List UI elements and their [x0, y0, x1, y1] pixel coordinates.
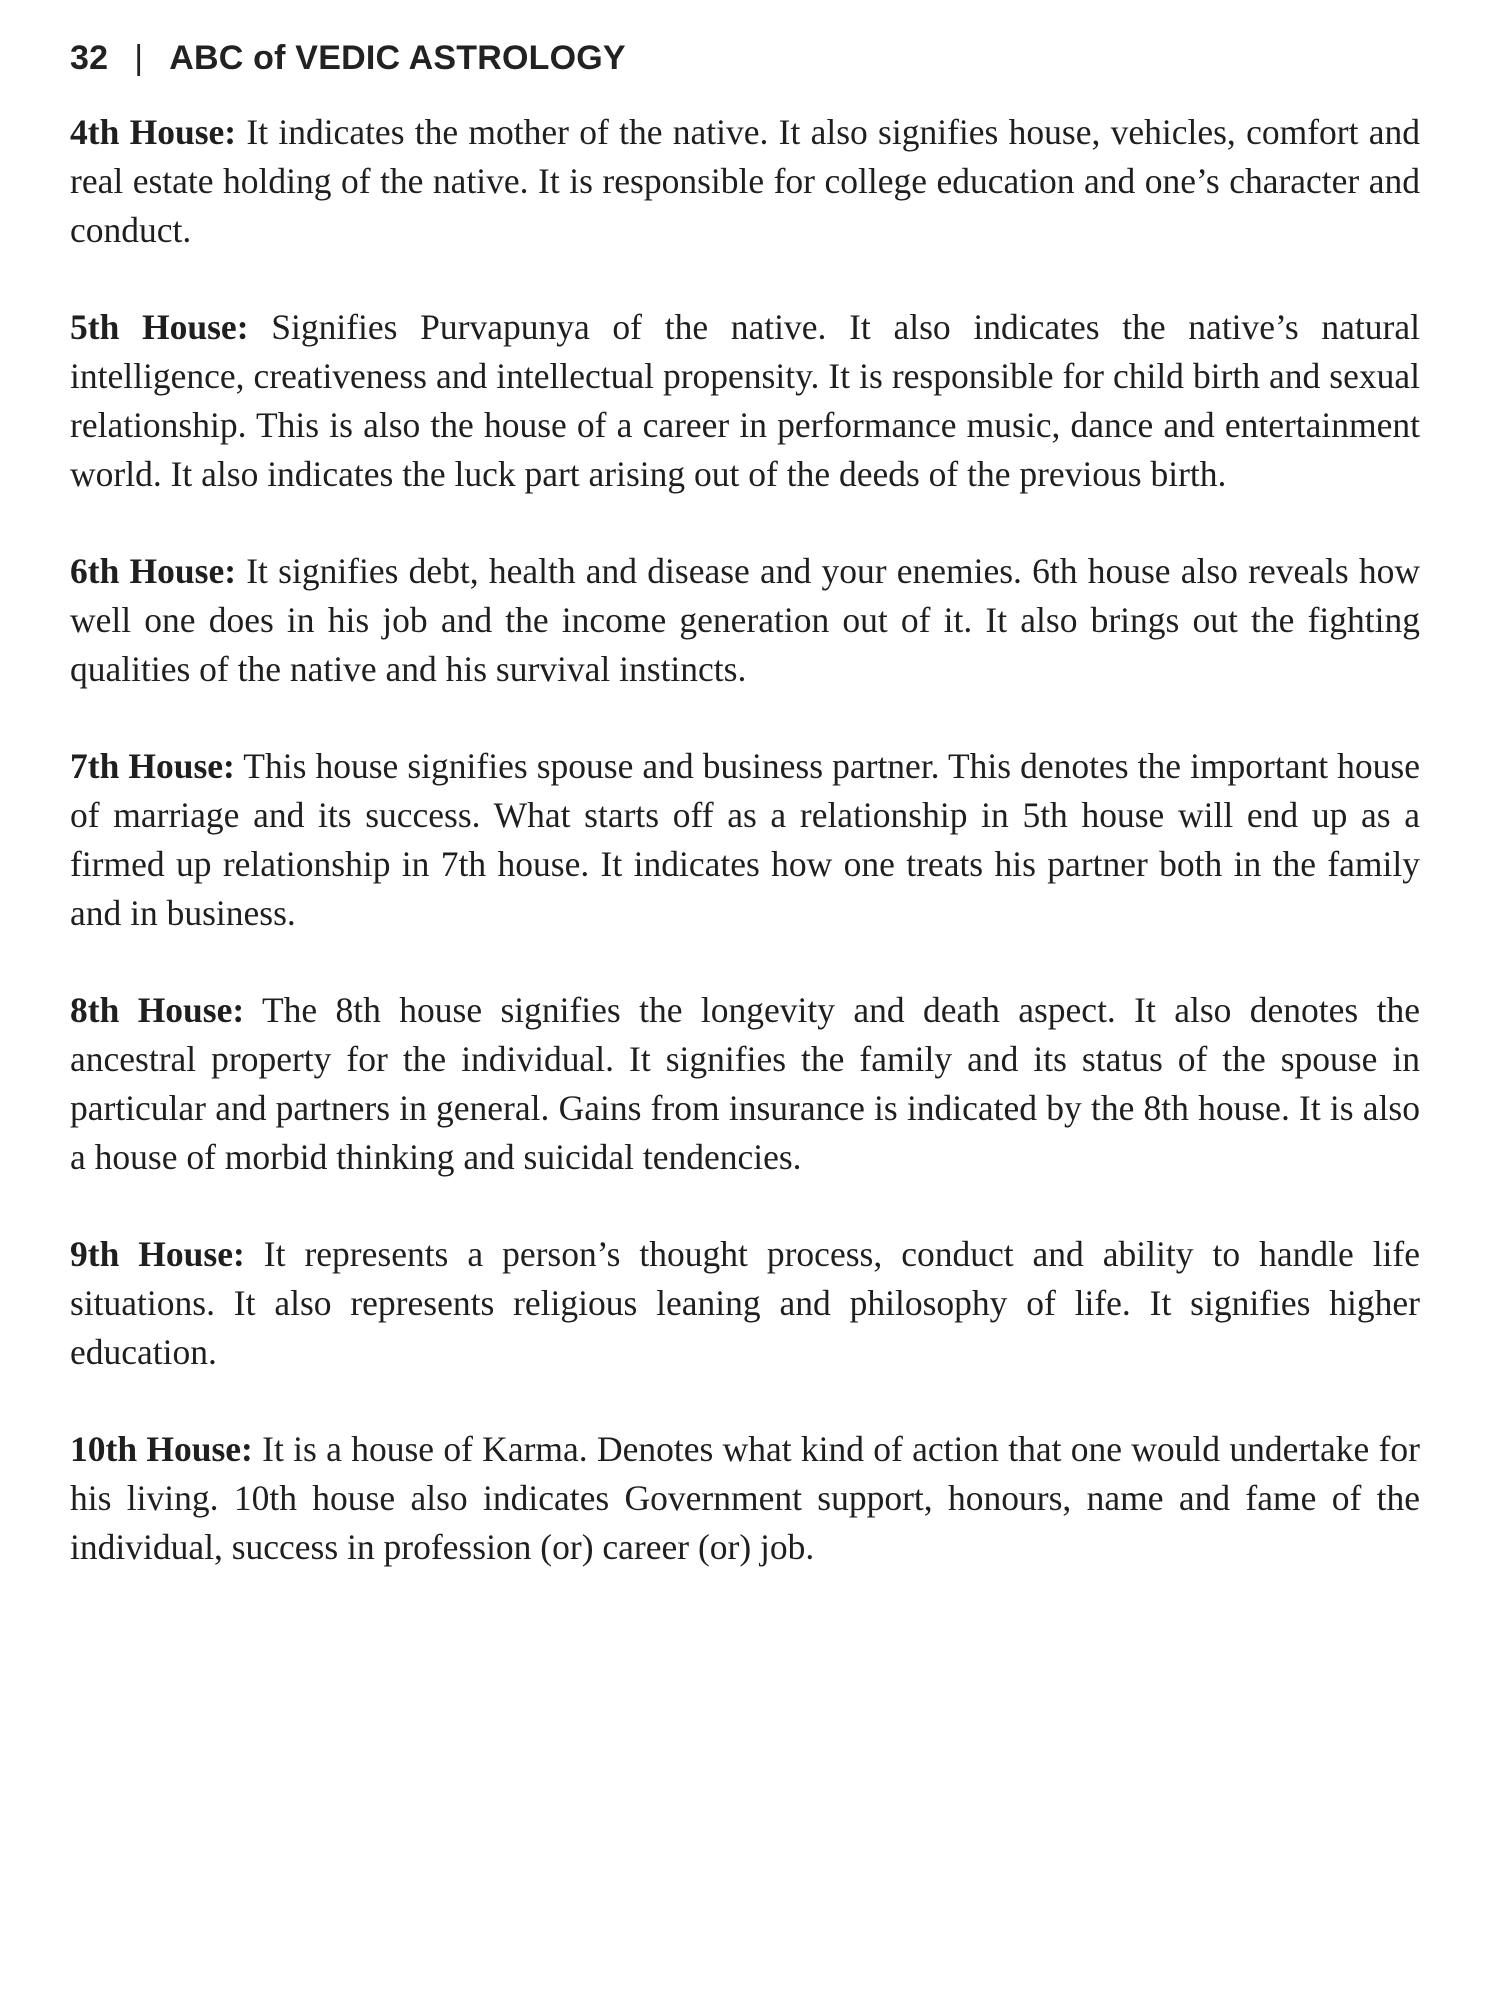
entry-text: It signifies debt, health and disease and your enemies. 6th house also reveals how well one does in his job and the income generation out of it. It also brings out the fighting qualities of the native and his survival instincts.: [70, 551, 1420, 689]
entry-text: Signifies Purvapunya of the native. It also indicates the native’s natural intelligence, creativeness and intellectual propensity. It is responsible for child birth and sexual relationship. This is also the house of a career in performance music, dance and entertainment world. It also indicates the luck part arising out of the deeds of the previous birth.: [70, 307, 1420, 494]
entry-7th-house: [70, 742, 1420, 938]
entry-5th-house: [70, 303, 1420, 499]
entry-text: It is a house of Karma. Denotes what kind of action that one would undertake for his living. 10th house also indicates Government support, honours, name and fame of the individual, success in profession (or) career (or) job.: [70, 1429, 1420, 1567]
page-number: 32: [70, 38, 109, 77]
book-title: ABC of VEDIC ASTROLOGY: [169, 38, 626, 77]
entry-term: 8th House:: [70, 990, 245, 1030]
entry-term: 9th House:: [70, 1234, 245, 1274]
entry-8th-house: [70, 986, 1420, 1182]
book-page: [70, 36, 1420, 1620]
entry-term: 7th House:: [70, 746, 235, 786]
entry-text: The 8th house signifies the longevity and death aspect. It also denotes the ancestral property for the individual. It signifies the family and its status of the spouse in particular and partners in general. Gains from insurance is indicated by the 8th house. It is also a house of morbid thinking and suicidal tendencies.: [70, 990, 1420, 1177]
entry-10th-house: [70, 1425, 1420, 1572]
entry-4th-house: [70, 108, 1420, 255]
entry-text: It represents a person’s thought process, conduct and ability to handle life situations. It also represents religious leaning and philosophy of life. It signifies higher education.: [70, 1234, 1420, 1372]
entry-6th-house: [70, 547, 1420, 694]
entry-text: This house signifies spouse and business partner. This denotes the important house of marriage and its success. What starts off as a relationship in 5th house will end up as a firmed up relationship in 7th house. It indicates how one treats his partner both in the family and in business.: [70, 746, 1420, 933]
entry-text: It indicates the mother of the native. It also signifies house, vehicles, comfort and real estate holding of the native. It is responsible for college education and one’s character and conduct.: [70, 112, 1420, 250]
entry-term: 10th House:: [70, 1429, 253, 1469]
entry-9th-house: [70, 1230, 1420, 1377]
entry-term: 6th House:: [70, 551, 237, 591]
running-header: [70, 36, 1420, 80]
header-separator: |: [134, 38, 144, 77]
entry-term: 4th House:: [70, 112, 237, 152]
entry-term: 5th House:: [70, 307, 249, 347]
